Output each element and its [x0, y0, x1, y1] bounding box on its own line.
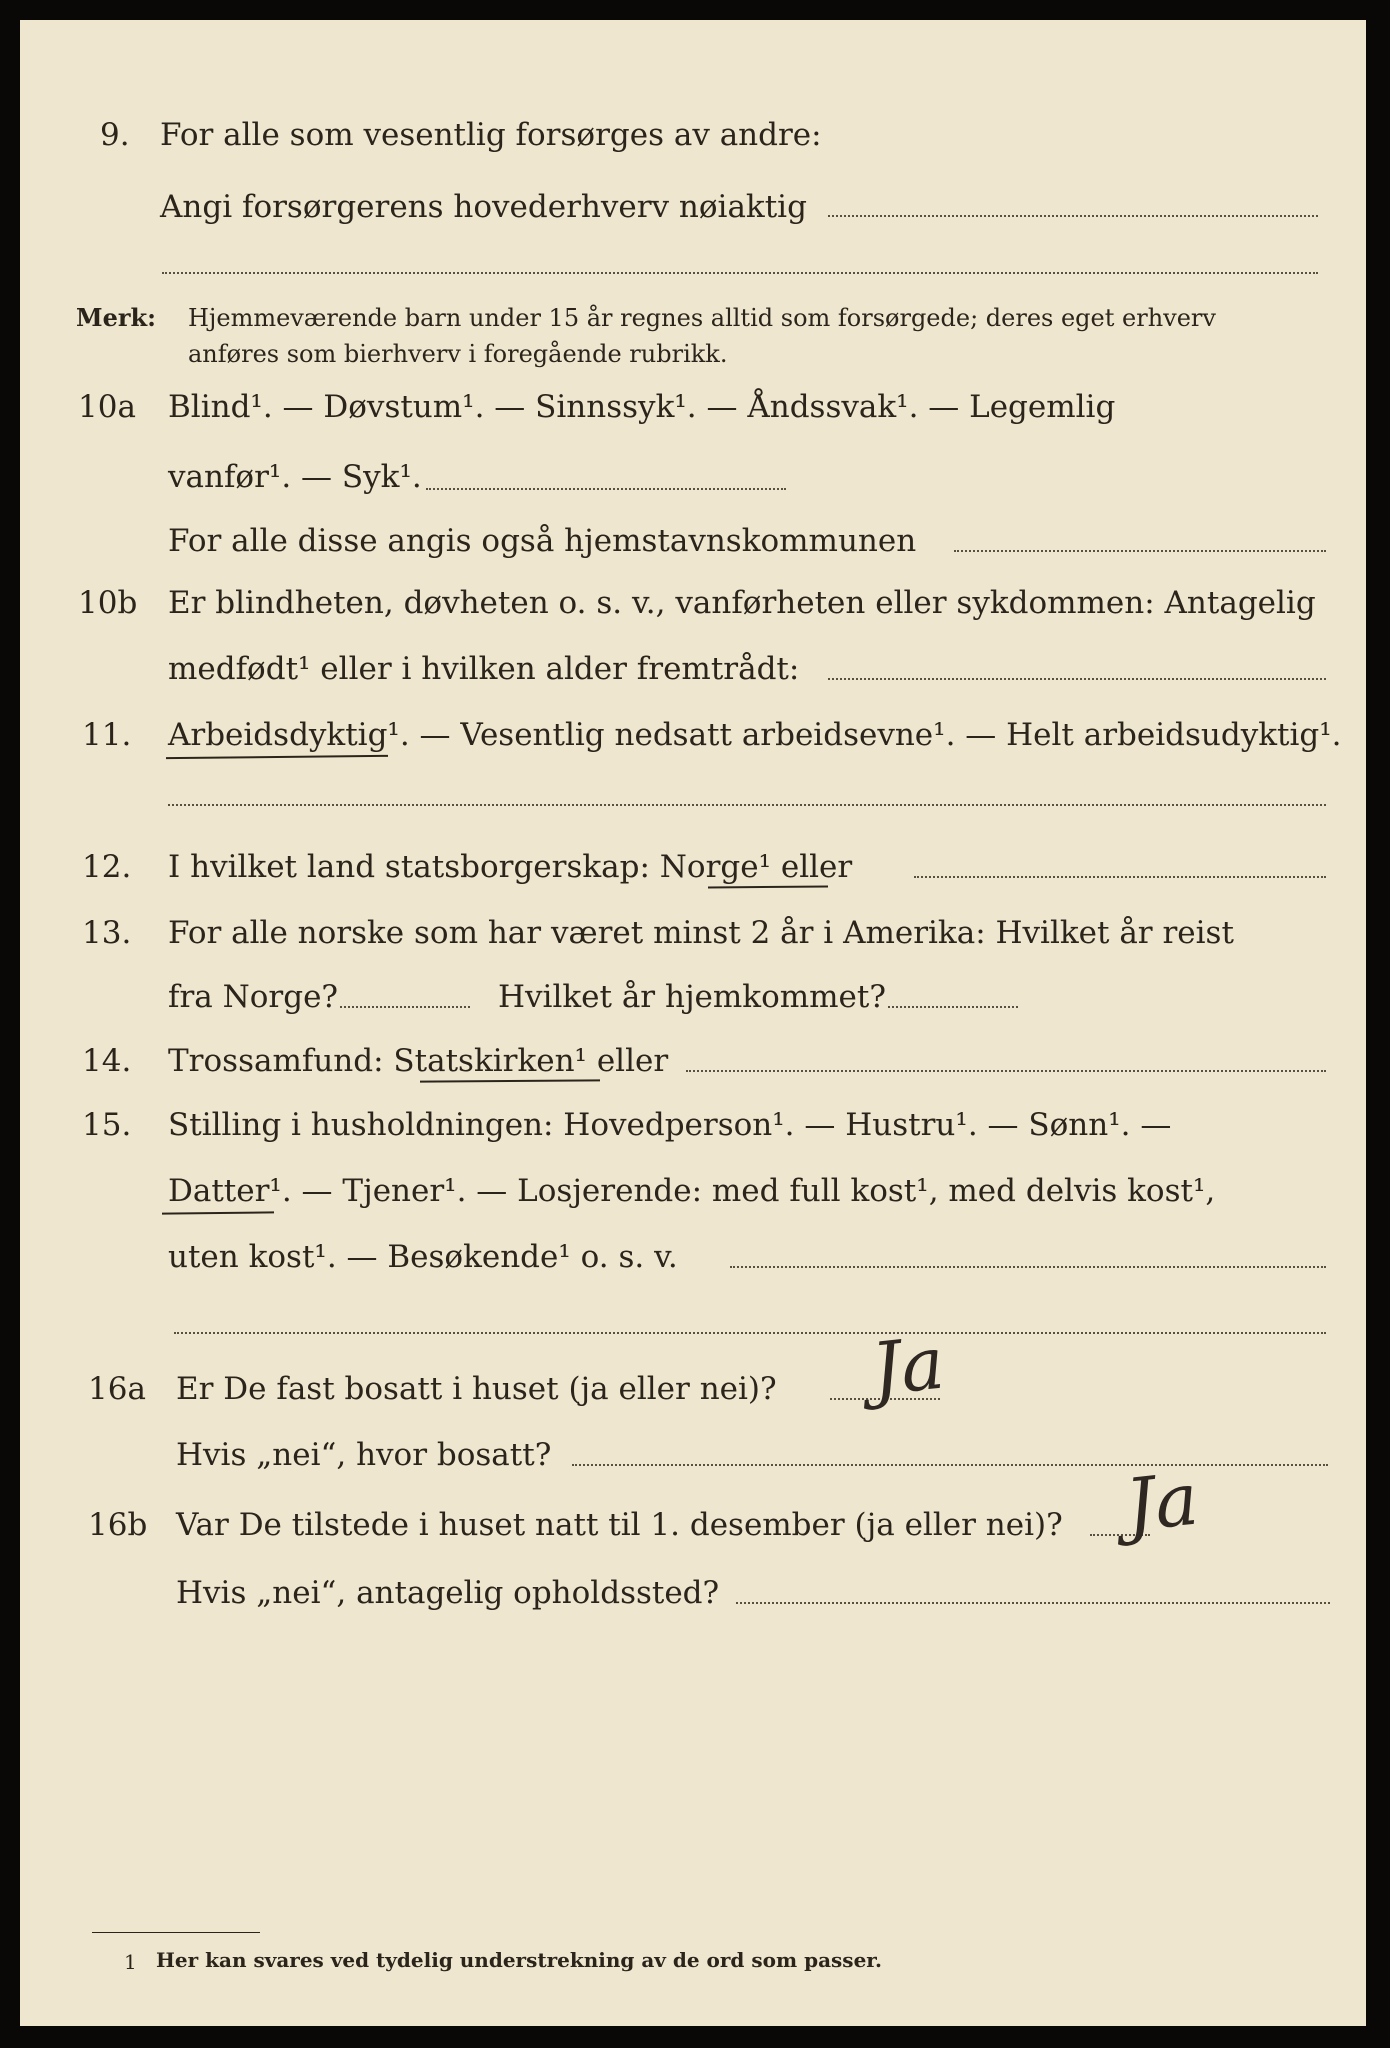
q10a-number: 10a [78, 389, 136, 425]
q13-hjemkommet-answer-line[interactable] [888, 1006, 1018, 1008]
q9-number: 9. [100, 117, 130, 153]
footnote-marker: 1 [124, 1950, 137, 1974]
q16b-text-line2: Hvis „nei“, antagelig opholdssted? [176, 1575, 720, 1611]
q14-statskirken-underline [420, 1079, 600, 1082]
q10a-syk-answer-line[interactable] [426, 488, 786, 490]
q14-number: 14. [82, 1043, 132, 1079]
q10a-hjemstavn-answer-line[interactable] [954, 550, 1326, 552]
q10a-text-line1: Blind¹. — Døvstum¹. — Sinnssyk¹. — Åndssvak¹. — Legemlig [168, 389, 1116, 425]
q10a-text-line3: For alle disse angis også hjemstavnskommunen [168, 523, 917, 559]
q11-arbeidsdyktig-underline [166, 755, 388, 759]
q12-number: 12. [82, 849, 132, 885]
q16a-bosatt-answer-line[interactable] [572, 1464, 1328, 1466]
q13-text-line2a: fra Norge? [168, 979, 339, 1015]
merk-text-line2: anføres som bierhverv i foregående rubrikk. [188, 340, 728, 368]
q15-answer-line[interactable] [730, 1266, 1326, 1268]
q9-answer-line[interactable] [828, 215, 1318, 217]
q16a-handwritten-answer: Ja [867, 1320, 948, 1412]
q9-answer-line-2[interactable] [162, 272, 1318, 274]
q16a-text-line2: Hvis „nei“, hvor bosatt? [176, 1437, 552, 1473]
q15-text-line3: uten kost¹. — Besøkende¹ o. s. v. [168, 1239, 678, 1275]
q15-datter-underline [162, 1211, 274, 1214]
q10b-text-line2: medfødt¹ eller i hvilken alder fremtrådt: [168, 651, 800, 687]
census-form-page [20, 20, 1366, 2026]
q12-answer-line[interactable] [914, 876, 1326, 878]
q12-text-line1: I hvilket land statsborgerskap: Norge¹ eller [168, 849, 853, 885]
q10b-text-line1: Er blindheten, døvheten o. s. v., vanførheten eller sykdommen: Antagelig [168, 585, 1316, 621]
q14-text-line1: Trossamfund: Statskirken¹ eller [168, 1043, 669, 1079]
q13-text-line2b: Hvilket år hjemkommet? [498, 979, 886, 1015]
q15-text-line1: Stilling i husholdningen: Hovedperson¹. — Hustru¹. — Sønn¹. — [168, 1107, 1172, 1143]
q9-text-line2: Angi forsørgerens hovederhverv nøiaktig [160, 189, 807, 225]
q12-norge-underline [708, 885, 828, 888]
q15-number: 15. [82, 1107, 132, 1143]
q9-text-line1: For alle som vesentlig forsørges av andre: [160, 117, 822, 153]
q10b-answer-line[interactable] [828, 678, 1326, 680]
q16b-opholdssted-answer-line[interactable] [736, 1602, 1330, 1604]
q11-text-line1: Arbeidsdyktig¹. — Vesentlig nedsatt arbeidsevne¹. — Helt arbeidsudyktig¹. [168, 717, 1342, 753]
q14-answer-line[interactable] [686, 1070, 1326, 1072]
footnote-text: Her kan svares ved tydelig understrekning av de ord som passer. [156, 1948, 882, 1972]
q15-text-line2: Datter¹. — Tjener¹. — Losjerende: med full kost¹, med delvis kost¹, [168, 1173, 1216, 1209]
q15-answer-line-2[interactable] [174, 1332, 1326, 1334]
merk-text-line1: Hjemmeværende barn under 15 år regnes alltid som forsørgede; deres eget erhverv [188, 304, 1216, 332]
q16b-text-line1: Var De tilstede i huset natt til 1. desember (ja eller nei)? [176, 1507, 1063, 1543]
q16b-number: 16b [88, 1507, 148, 1543]
q11-answer-line[interactable] [168, 804, 1326, 806]
q10a-text-line2: vanfør¹. — Syk¹. [168, 459, 422, 495]
q13-text-line1: For alle norske som har været minst 2 år i Amerika: Hvilket år reist [168, 915, 1234, 951]
footnote-rule [92, 1932, 260, 1933]
q16b-handwritten-answer: Ja [1121, 1456, 1202, 1548]
q10b-number: 10b [78, 585, 138, 621]
q13-number: 13. [82, 915, 132, 951]
merk-label: Merk: [76, 303, 156, 332]
q13-reist-answer-line[interactable] [340, 1006, 470, 1008]
q16a-text-line1: Er De fast bosatt i huset (ja eller nei)? [176, 1371, 777, 1407]
q11-number: 11. [82, 717, 132, 753]
q16a-number: 16a [88, 1371, 146, 1407]
